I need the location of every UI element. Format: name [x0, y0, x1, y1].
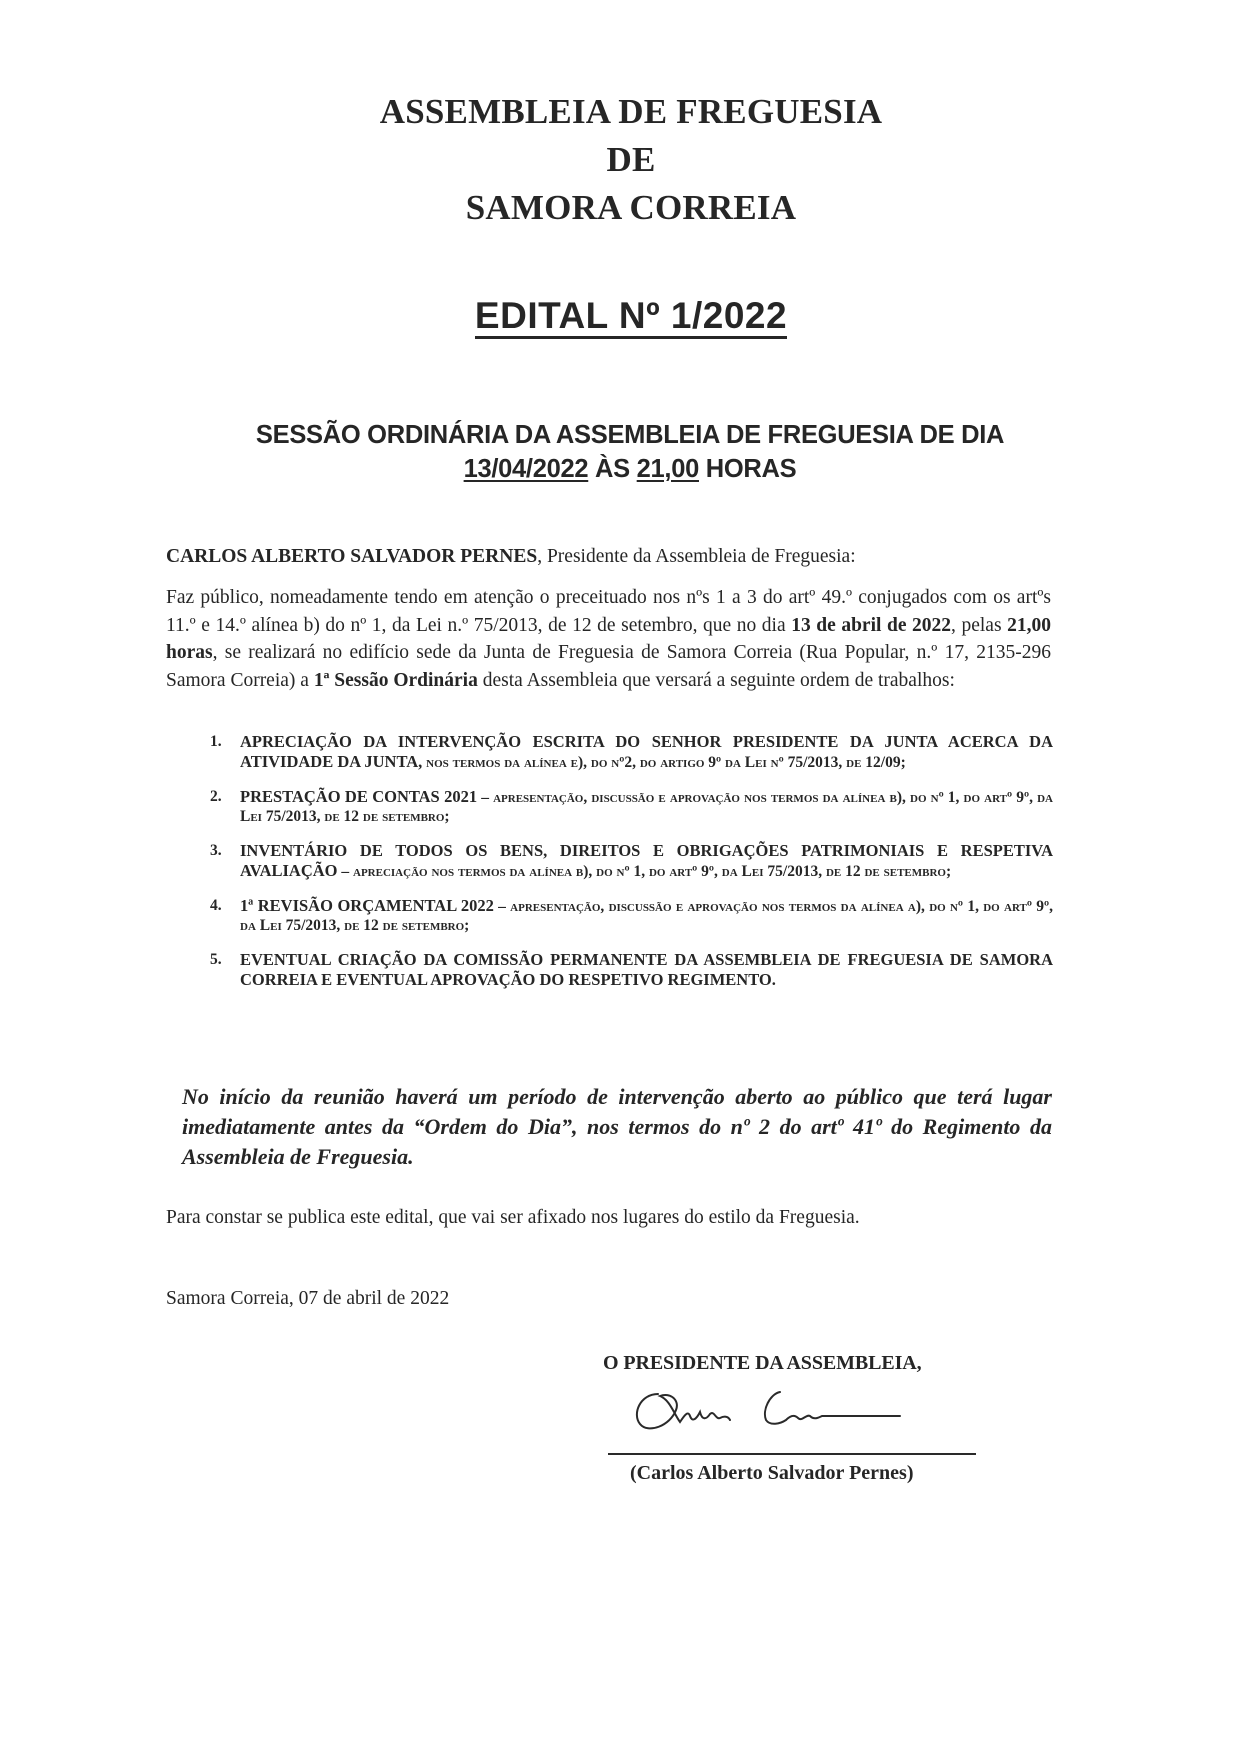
closing-paragraph: Para constar se publica este edital, que vai ser afixado nos lugares do estilo da Freguesia. [166, 1207, 860, 1228]
session-title [18, 418, 1242, 486]
session-title-line-1: SESSÃO ORDINÁRIA DA ASSEMBLEIA DE FREGUESIA DE DIA [255, 421, 1005, 449]
agenda-item [210, 842, 1053, 881]
session-horas: HORAS [705, 455, 797, 483]
session-title-line-2 [18, 452, 1242, 486]
agenda-item-number: 2. [210, 788, 222, 805]
agenda-item [210, 788, 1053, 826]
president-name: CARLOS ALBERTO SALVADOR PERNES [166, 546, 538, 567]
place-and-date: Samora Correia, 07 de abril de 2022 [166, 1288, 450, 1309]
edital-title [20, 294, 1242, 339]
announcement-text-1: Faz público, nomeadamente tendo em atenção o preceituado nos nºs 1 a 3 do artº 49.º conjugados com os artºs 11.º e 14.º alínea b) do nº 1, da Lei n.º 75/2013, de 12 de setembro, que no dia [166, 587, 1051, 636]
agenda-item [210, 733, 1053, 772]
agenda-item-detail: – apreciação nos termos da alínea b), do nº 1, do artº 9º, da Lei 75/2013, de 12 de setembro; [337, 862, 952, 880]
agenda-item-number: 1. [210, 733, 222, 750]
agenda-item-number: 5. [210, 951, 222, 968]
meeting-time: 21,00 horas [166, 614, 1051, 663]
header-line-2: DE [606, 140, 656, 179]
agenda-item-number: 3. [210, 842, 222, 859]
signature-title: O PRESIDENTE DA ASSEMBLEIA, [603, 1352, 922, 1374]
agenda-item-title: PRESTAÇÃO DE CONTAS 2021 [240, 787, 478, 806]
agenda-item-title: EVENTUAL CRIAÇÃO DA COMISSÃO PERMANENTE DA ASSEMBLEIA DE FREGUESIA DE SAMORA CORREIA E EVENTUAL APROVAÇÃO DO RESPETIVO REGIMENTO. [240, 950, 1053, 989]
agenda-item-title: INVENTÁRIO DE TODOS OS BENS, DIREITOS E OBRIGAÇÕES PATRIMONIAIS E RESPETIVA AVALIAÇÃO [240, 841, 1053, 880]
signature-line [608, 1453, 976, 1455]
document-header [0, 88, 1242, 232]
announcement-text-3: , se realizará no edifício sede da Junta de Freguesia de Samora Correia (Rua Popular, n.º 17, 2135-296 Samora Correia) a [166, 642, 1051, 691]
intro-paragraph [166, 543, 1051, 571]
session-time: 21,00 [636, 455, 699, 483]
agenda-item-title: APRECIAÇÃO DA INTERVENÇÃO ESCRITA DO SENHOR PRESIDENTE DA JUNTA ACERCA DA ATIVIDADE DA JUNTA, [240, 732, 1053, 771]
session-date: 13/04/2022 [463, 455, 589, 483]
public-intervention-note: No início da reunião haverá um período de intervenção aberto ao público que terá lugar imediatamente antes da “Ordem do Dia”, nos termos do nº 2 do artº 41º do Regimento da Assembleia de Freguesia. [182, 1084, 1052, 1169]
header-line-3: SAMORA CORREIA [465, 188, 797, 227]
agenda-item-number: 4. [210, 897, 222, 914]
announcement-paragraph [166, 584, 1051, 694]
meeting-date: 13 de abril de 2022 [791, 614, 952, 636]
session-as: ÀS [595, 455, 630, 483]
handwritten-signature-icon [630, 1380, 930, 1440]
president-role: , Presidente da Assembleia de Freguesia: [537, 546, 856, 567]
announcement-text-2: , pelas [951, 614, 1008, 636]
agenda-item-detail: nos termos da alínea e), do nº2, do artigo 9º da Lei nº 75/2013, de 12/09; [422, 753, 906, 771]
agenda-item-title: 1ª REVISÃO ORÇAMENTAL 2022 [240, 896, 494, 915]
session-type: 1ª Sessão Ordinária [313, 669, 478, 691]
signatory-name: (Carlos Alberto Salvador Pernes) [630, 1462, 914, 1484]
agenda-item-detail: – apresentação, discussão e aprovação nos termos da alínea b), do nº 1, do artº 9º, da Lei 75/2013, de 12 de setembro; [240, 789, 1053, 825]
announcement-text-4: desta Assembleia que versará a seguinte ordem de trabalhos: [477, 669, 955, 691]
signature-block [600, 1350, 980, 1484]
agenda-list [210, 733, 1053, 1006]
agenda-item [210, 897, 1053, 935]
edital-title-text: EDITAL Nº 1/2022 [475, 296, 787, 339]
header-line-1: ASSEMBLEIA DE FREGUESIA [379, 92, 883, 131]
agenda-item [210, 951, 1053, 990]
agenda-item-detail: – apresentação, discussão e aprovação nos termos da alínea a), do nº 1, do artº 9º, da Lei 75/2013, de 12 de setembro; [240, 898, 1053, 934]
